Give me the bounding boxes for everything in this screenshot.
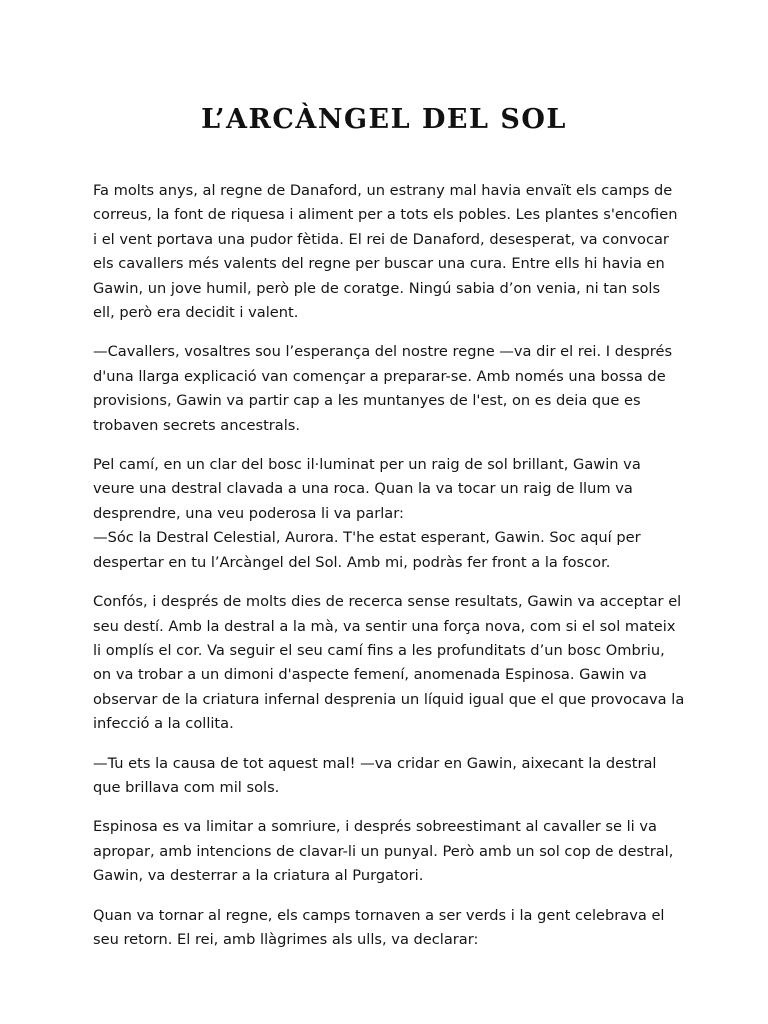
paragraph-1: Fa molts anys, al regne de Danaford, un estrany mal havia envaït els camps de correus, la font de riquesa i aliment per a tots els pobles. Les plantes s'encofien i el vent portava una pudor fètida. El rei de Danaford, desesperat, va convocar els cavallers més valents del regne per buscar una cura. Entre ells hi havia en Gawin, un jove humil, però ple de coratge. Ningú sabia d’on venia, ni tan sols ell, però era decidit i valent. xyxy=(93,182,678,322)
page-title: L’ARCÀNGEL DEL SOL xyxy=(201,104,567,135)
story-body xyxy=(93,179,685,967)
paragraph-7: Quan va tornar al regne, els camps tornaven a ser verds i la gent celebrava el seu retorn. El rei, amb llàgrimes als ulls, va declarar: xyxy=(93,906,665,948)
paragraph-3: Pel camí, en un clar del bosc il·luminat per un raig de sol brillant, Gawin va veure una destral clavada a una roca. Quan la va tocar un raig de llum va desprendre, una veu poderosa li va parlar: —Sóc la Destral Celestial, Aurora. T'he estat esperant, Gawin. Soc aquí per despertar en tu l’Arcàngel del Sol. Amb mi, podràs fer front a la foscor. xyxy=(93,456,641,571)
paragraph-4: Confós, i després de molts dies de recerca sense resultats, Gawin va acceptar el seu destí. Amb la destral a la mà, va sentir una força nova, com si el sol mateix li omplís el cor. Va seguir el seu camí fins a les profunditats d’un bosc Ombriu, on va trobar a un dimoni d'aspecte femení, anomenada Espinosa. Gawin va observar de la criatura infernal desprenia un líquid igual que el que provocava la infecció a la collita. xyxy=(93,593,685,733)
paragraph-6: Espinosa es va limitar a somriure, i després sobreestimant al cavaller se li va apropar, amb intencions de clavar-li un punyal. Però amb un sol cop de destral, Gawin, va desterrar a la criatura al Purgatori. xyxy=(93,818,674,885)
paragraph-5: —Tu ets la causa de tot aquest mal! —va cridar en Gawin, aixecant la destral que brillava com mil sols. xyxy=(93,754,657,796)
paragraph-2: —Cavallers, vosaltres sou l’esperança del nostre regne —va dir el rei. I després d'una llarga explicació van començar a preparar-se. Amb només una bossa de provisions, Gawin va partir cap a les muntanyes de l'est, on es deia que es trobaven secrets ancestrals. xyxy=(93,343,673,434)
